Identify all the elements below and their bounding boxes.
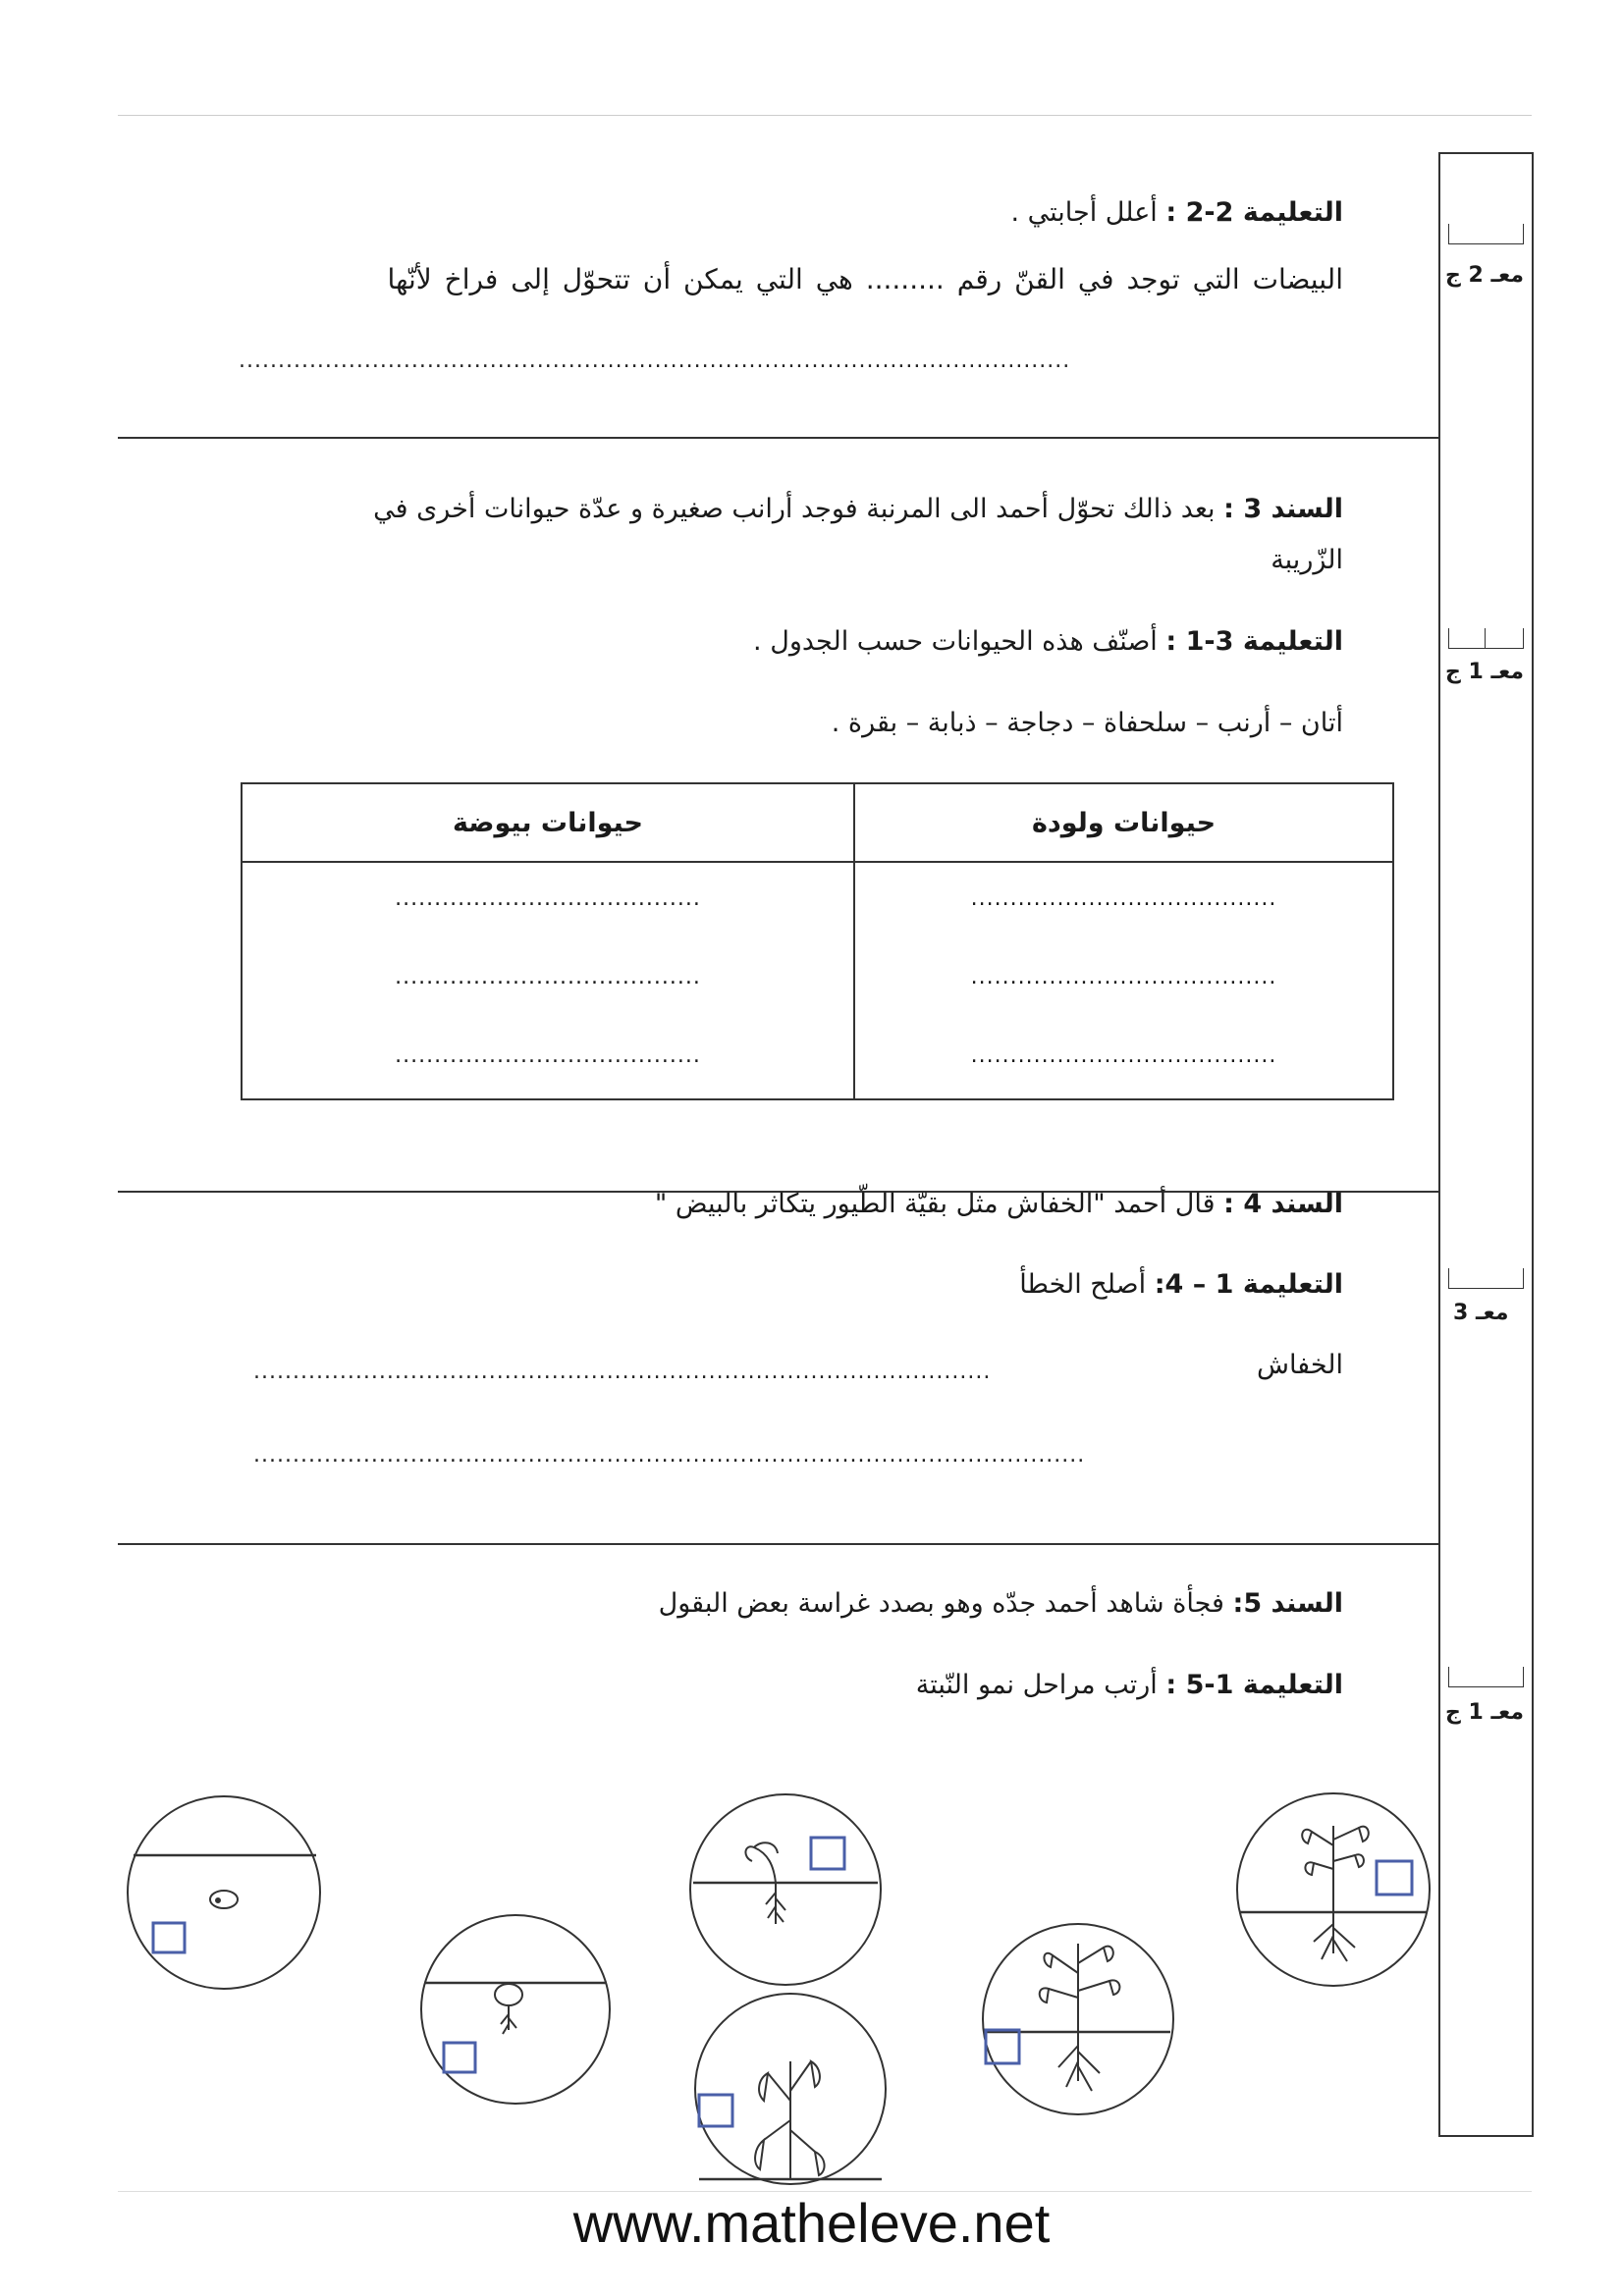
support-3 bbox=[373, 491, 1343, 528]
correction-start: الخفاش bbox=[1256, 1350, 1343, 1380]
support-text: قال أحمد "الخفاش مثل بقيّة الطّيور يتكاثر بالبيض " bbox=[654, 1189, 1216, 1219]
answer-line[interactable]: ....................................... bbox=[970, 886, 1277, 911]
support-text: بعد ذالك تحوّل أحمد الى المرنبة فوجد أرانب صغيرة و عدّة حيوانات أخرى في bbox=[373, 494, 1216, 524]
stage-leafy-plant-circle bbox=[983, 1924, 1173, 2114]
header-oviparous: حيوانات بيوضة bbox=[242, 783, 854, 862]
support-5 bbox=[659, 1585, 1343, 1623]
section-divider-1 bbox=[118, 437, 1438, 439]
instruction-text: أرتب مراحل نمو النّبتة bbox=[915, 1670, 1158, 1700]
stage-mature-plant-circle bbox=[1237, 1793, 1430, 1986]
stage-number-box[interactable] bbox=[444, 2043, 475, 2072]
grade-label: معـ 2 ج bbox=[1445, 263, 1525, 288]
section-divider-3 bbox=[118, 1543, 1438, 1545]
grade-box bbox=[1448, 628, 1524, 649]
support-text: فجأة شاهد أحمد جدّه وهو بصدد غراسة بعض البقول bbox=[658, 1588, 1224, 1619]
grade-box bbox=[1448, 1268, 1524, 1289]
grade-box-divider bbox=[1485, 628, 1486, 648]
support-4 bbox=[655, 1186, 1343, 1223]
stage-number-box[interactable] bbox=[811, 1838, 844, 1869]
answer-line[interactable]: .......................................................................................................... bbox=[253, 1443, 1086, 1468]
website-footer[interactable]: www.matheleve.net bbox=[572, 2192, 1051, 2254]
answer-line[interactable]: ....................................... bbox=[395, 965, 701, 989]
grade-box bbox=[1448, 224, 1524, 244]
answer-line[interactable]: ....................................... bbox=[395, 1043, 701, 1068]
eggs-sentence: البيضات التي توجد في القنّ رقم ......... هي التي يمكن أن تتحوّل إلى فراخ لأنّها bbox=[387, 263, 1343, 295]
instruction-1-4 bbox=[1019, 1266, 1343, 1304]
answer-line[interactable]: ....................................... bbox=[970, 1043, 1277, 1068]
viviparous-answers bbox=[854, 862, 1393, 1099]
support-label: السند 3 : bbox=[1223, 494, 1343, 524]
grade-label: معـ 1 ج bbox=[1445, 660, 1525, 684]
animal-list: أتان – أرنب – سلحفاة – دجاجة – ذبابة – بقرة . bbox=[831, 708, 1343, 738]
stage-seed-circle bbox=[128, 1796, 320, 1989]
stage-number-box[interactable] bbox=[1377, 1861, 1412, 1895]
page-top-border bbox=[118, 115, 1532, 116]
support-label: السند 5: bbox=[1232, 1588, 1343, 1619]
instruction-3-1 bbox=[753, 623, 1343, 661]
stage-young-plant-circle bbox=[695, 1994, 886, 2184]
instruction-1-5 bbox=[916, 1667, 1343, 1704]
instruction-label: التعليمة 3-1 : bbox=[1165, 626, 1343, 657]
instruction-label: التعليمة 1 – 4: bbox=[1154, 1269, 1343, 1300]
stage-germination-circle bbox=[421, 1915, 610, 2104]
stage-number-box[interactable] bbox=[153, 1923, 185, 1952]
instruction-2-2 bbox=[1010, 194, 1343, 232]
grade-box bbox=[1448, 1667, 1524, 1687]
answer-line[interactable]: ....................................... bbox=[395, 886, 701, 911]
support-3-line2: الزّريبة bbox=[1271, 545, 1343, 575]
answer-line[interactable]: ....................................... bbox=[970, 965, 1277, 989]
grade-label: معـ 1 ج bbox=[1445, 1700, 1525, 1725]
instruction-text: أصنّف هذه الحيوانات حسب الجدول . bbox=[753, 626, 1158, 657]
grade-column-top-border bbox=[1438, 152, 1534, 154]
classification-table bbox=[241, 782, 1394, 1100]
answer-line[interactable]: .............................................................................................. bbox=[253, 1360, 992, 1384]
support-label: السند 4 : bbox=[1223, 1189, 1343, 1219]
answer-line[interactable]: .......................................................................................................... bbox=[239, 348, 1071, 373]
grade-label: معـ 3 bbox=[1453, 1301, 1509, 1325]
stage-sprout-circle bbox=[690, 1794, 881, 1985]
instruction-text: أصلح الخطأ bbox=[1019, 1269, 1147, 1300]
instruction-label: التعليمة 2-2 : bbox=[1165, 197, 1343, 228]
stage-number-box[interactable] bbox=[699, 2095, 732, 2126]
instruction-label: التعليمة 1-5 : bbox=[1165, 1670, 1343, 1700]
oviparous-answers bbox=[242, 862, 854, 1099]
instruction-text: أعلل أجابتي . bbox=[1010, 197, 1158, 228]
header-viviparous: حيوانات ولودة bbox=[854, 783, 1393, 862]
